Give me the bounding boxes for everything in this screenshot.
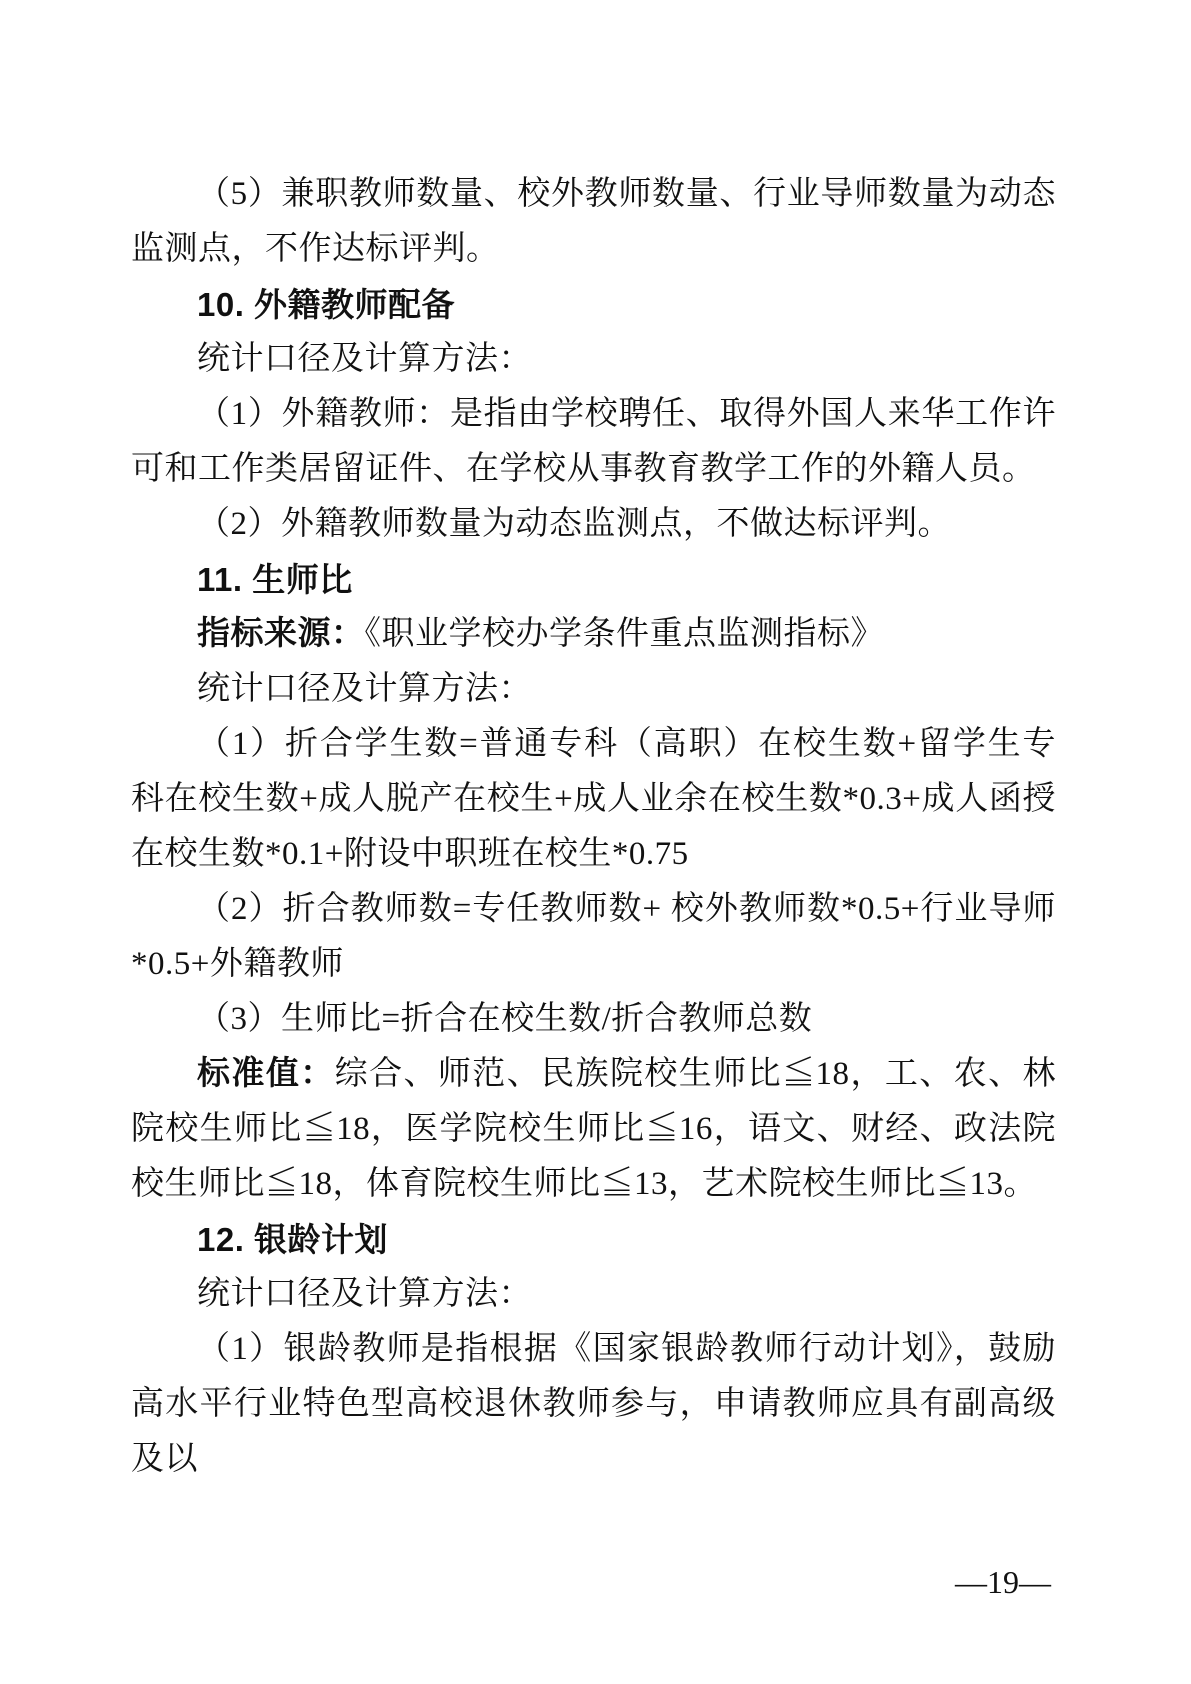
section-heading-11-student-teacher-ratio: 11. 生师比	[197, 561, 353, 598]
paragraph-standard-values	[131, 1047, 1056, 1212]
standard-value-label: 标准值：	[197, 1056, 335, 1092]
paragraph-item5-dynamic-monitoring: （5）兼职教师数量、校外教师数量、行业导师数量为动态监测点，不作达标评判。	[131, 176, 1056, 267]
page-content	[131, 167, 1056, 1487]
page-number: —19—	[955, 1564, 1051, 1600]
indicator-source-label: 指标来源：	[197, 616, 365, 652]
paragraph-ratio-formula: （3）生师比=折合在校生数/折合教师总数	[197, 1001, 813, 1037]
standard-value-text: 综合、师范、民族院校生师比≦18，工、农、林院校生师比≦18，医学院校生师比≦16，语文、财经、政法院校生师比≦18，体育院校生师比≦13，艺术院校生师比≦13。	[131, 1056, 1057, 1202]
paragraph-statistics-method-label-3: 统计口径及计算方法：	[197, 1276, 532, 1312]
paragraph-converted-student-count-formula: （1）折合学生数=普通专科（高职）在校生数+留学生专科在校生数+成人脱产在校生+成人业余在校生数*0.3+成人函授在校生数*0.1+附设中职班在校生*0.75	[131, 726, 1056, 872]
paragraph-statistics-method-label-2: 统计口径及计算方法：	[197, 671, 532, 707]
paragraph-silver-age-teacher-definition: （1）银龄教师是指根据《国家银龄教师行动计划》，鼓励高水平行业特色型高校退休教师参与，申请教师应具有副高级及以	[131, 1331, 1056, 1477]
paragraph-converted-teacher-count-formula: （2）折合教师数=专任教师数+ 校外教师数*0.5+行业导师*0.5+外籍教师	[131, 891, 1056, 982]
section-heading-10-foreign-teacher-staffing: 10. 外籍教师配备	[197, 286, 456, 323]
paragraph-statistics-method-label-1: 统计口径及计算方法：	[197, 341, 532, 377]
indicator-source-text: 《职业学校办学条件重点监测指标》	[364, 616, 884, 652]
paragraph-indicator-source	[131, 607, 1056, 662]
section-heading-12-silver-age-plan: 12. 银龄计划	[197, 1221, 389, 1258]
paragraph-foreign-teacher-monitoring: （2）外籍教师数量为动态监测点，不做达标评判。	[197, 506, 951, 542]
paragraph-foreign-teacher-definition: （1）外籍教师：是指由学校聘任、取得外国人来华工作许可和工作类居留证件、在学校从事教育教学工作的外籍人员。	[131, 396, 1056, 487]
